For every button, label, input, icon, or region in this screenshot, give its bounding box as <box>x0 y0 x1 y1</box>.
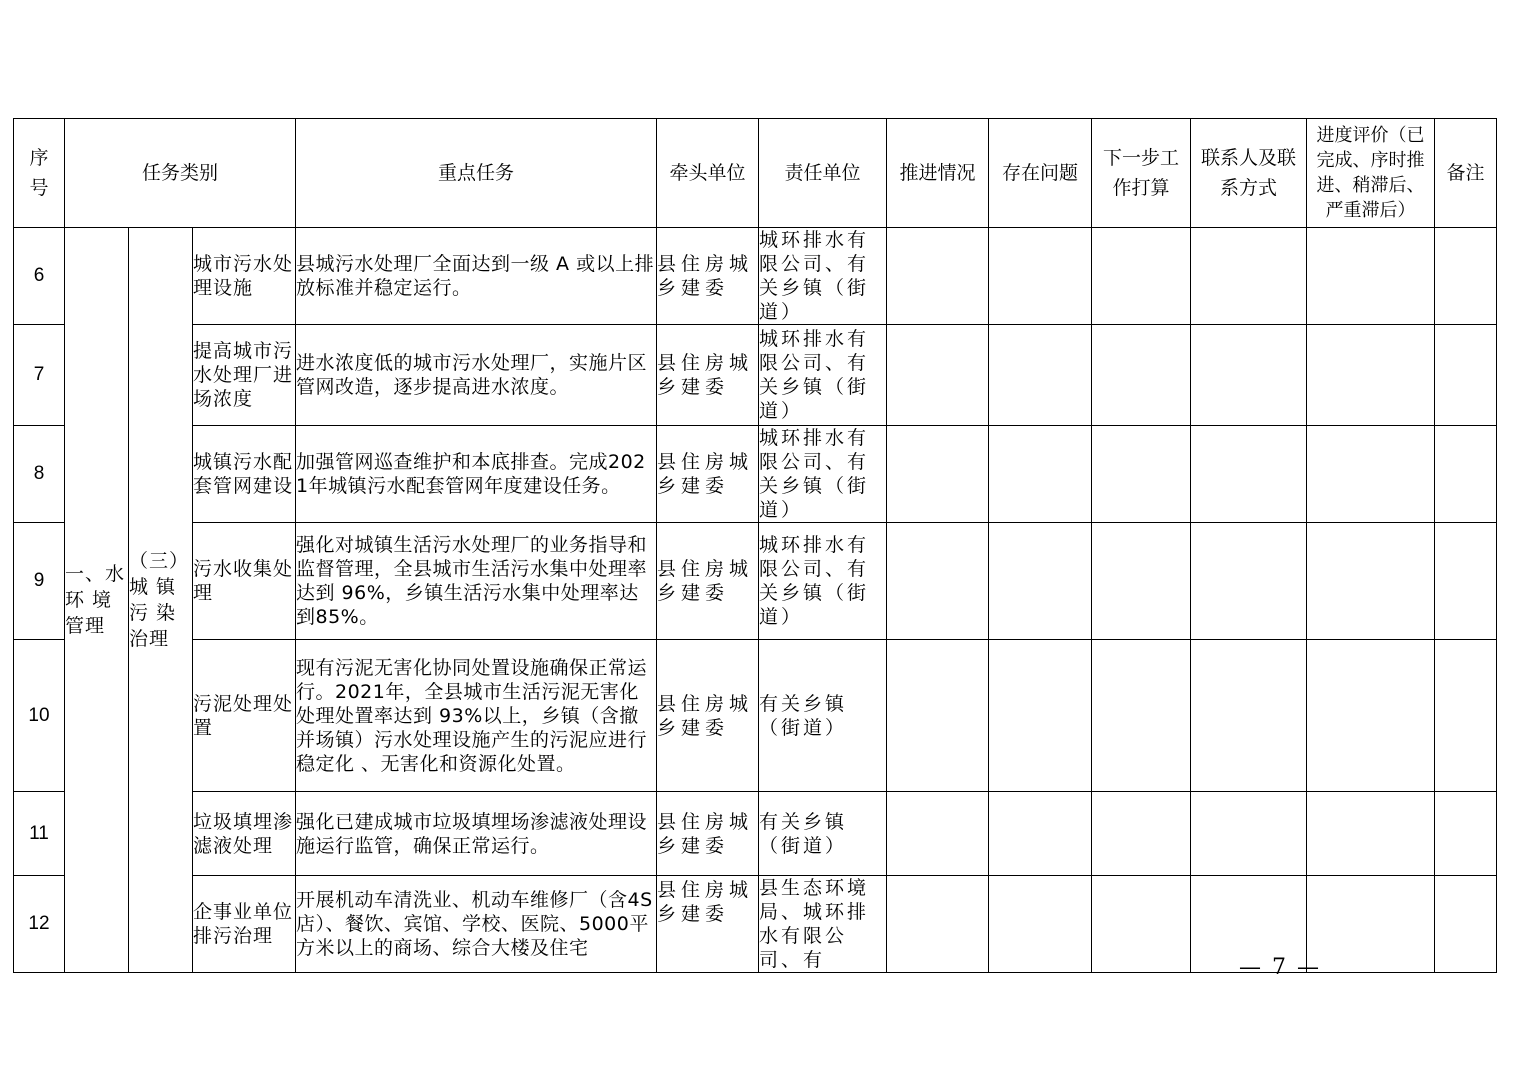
header-lead-unit: 牵头单位 <box>657 119 759 228</box>
row-evaluation <box>1307 876 1435 973</box>
row-subcategory: 垃圾填埋渗滤液处理 <box>193 792 296 876</box>
row-resp-unit: 有关乡镇（街道） <box>759 792 887 876</box>
row-seq: 8 <box>14 426 65 523</box>
row-subcategory: 污水收集处理 <box>193 523 296 640</box>
row-lead-unit: 县住房城乡建委 <box>657 792 759 876</box>
row-next-plan <box>1092 792 1191 876</box>
row-next-plan <box>1092 426 1191 523</box>
table-row <box>14 228 1497 325</box>
row-lead-unit: 县住房城乡建委 <box>657 325 759 426</box>
row-task: 加强管网巡查维护和本底排查。完成2021年城镇污水配套管网年度建设任务。 <box>296 426 657 523</box>
row-issues <box>989 228 1092 325</box>
header-seq: 序 号 <box>14 119 65 228</box>
row-issues <box>989 792 1092 876</box>
row-lead-unit: 县住房城乡建委 <box>657 876 759 973</box>
header-resp-unit: 责任单位 <box>759 119 887 228</box>
row-issues <box>989 640 1092 792</box>
row-progress <box>887 523 989 640</box>
row-contact <box>1191 426 1307 523</box>
row-contact <box>1191 228 1307 325</box>
row-progress <box>887 640 989 792</box>
row-evaluation <box>1307 325 1435 426</box>
header-contact: 联系人及联 系方式 <box>1191 119 1307 228</box>
row-progress <box>887 228 989 325</box>
row-evaluation <box>1307 640 1435 792</box>
row-seq: 7 <box>14 325 65 426</box>
row-task: 强化对城镇生活污水处理厂的业务指导和监督管理，全县城市生活污水集中处理率达到 96%，乡镇生活污水集中处理率达到85%。 <box>296 523 657 640</box>
row-evaluation <box>1307 792 1435 876</box>
row-contact <box>1191 640 1307 792</box>
row-remarks <box>1435 640 1497 792</box>
row-resp-unit: 城环排水有限公司、有关乡镇（街道） <box>759 325 887 426</box>
row-resp-unit: 城环排水有限公司、有关乡镇（街道） <box>759 426 887 523</box>
row-subcategory: 城市污水处理设施 <box>193 228 296 325</box>
row-progress <box>887 876 989 973</box>
row-task: 进水浓度低的城市污水处理厂，实施片区管网改造，逐步提高进水浓度。 <box>296 325 657 426</box>
row-remarks <box>1435 228 1497 325</box>
header-remarks: 备注 <box>1435 119 1497 228</box>
row-subcategory: 企事业单位排污治理 <box>193 876 296 973</box>
table-row <box>14 523 1497 640</box>
header-category: 任务类别 <box>65 119 296 228</box>
row-remarks <box>1435 523 1497 640</box>
header-next-plan: 下一步工 作打算 <box>1092 119 1191 228</box>
row-next-plan <box>1092 876 1191 973</box>
row-task: 现有污泥无害化协同处置设施确保正常运行。2021年，全县城市生活污泥无害化处理处置率达到 93%以上，乡镇（含撤并场镇）污水处理设施产生的污泥应进行稳定化 、无害化和资源化处置。 <box>296 640 657 792</box>
row-seq: 12 <box>14 876 65 973</box>
header-progress: 推进情况 <box>887 119 989 228</box>
row-subcategory: 城镇污水配套管网建设 <box>193 426 296 523</box>
table-row <box>14 792 1497 876</box>
header-row <box>14 119 1497 228</box>
row-task: 强化已建成城市垃圾填埋场渗滤液处理设施运行监管，确保正常运行。 <box>296 792 657 876</box>
category-level1: 一、水 环 境 管理 <box>65 228 129 973</box>
row-remarks <box>1435 426 1497 523</box>
row-contact <box>1191 792 1307 876</box>
row-lead-unit: 县住房城乡建委 <box>657 228 759 325</box>
row-next-plan <box>1092 325 1191 426</box>
row-issues <box>989 426 1092 523</box>
row-issues <box>989 325 1092 426</box>
row-progress <box>887 325 989 426</box>
row-seq: 11 <box>14 792 65 876</box>
header-evaluation: 进度评价（已 完成、序时推 进、稍滞后、 严重滞后） <box>1307 119 1435 228</box>
row-lead-unit: 县住房城乡建委 <box>657 640 759 792</box>
row-lead-unit: 县住房城乡建委 <box>657 426 759 523</box>
row-resp-unit: 有关乡镇（街道） <box>759 640 887 792</box>
row-remarks <box>1435 325 1497 426</box>
row-subcategory: 污泥处理处置 <box>193 640 296 792</box>
row-resp-unit: 县生态环境局、城环排水有限公司、有 <box>759 876 887 973</box>
row-subcategory: 提高城市污水处理厂进场浓度 <box>193 325 296 426</box>
row-seq: 6 <box>14 228 65 325</box>
task-table <box>13 118 1497 973</box>
row-contact <box>1191 325 1307 426</box>
table-row <box>14 325 1497 426</box>
row-task: 县城污水处理厂全面达到一级 A 或以上排放标准并稳定运行。 <box>296 228 657 325</box>
row-evaluation <box>1307 228 1435 325</box>
row-evaluation <box>1307 426 1435 523</box>
page-number: — 7 — <box>1239 955 1321 980</box>
header-key-task: 重点任务 <box>296 119 657 228</box>
row-lead-unit: 县住房城乡建委 <box>657 523 759 640</box>
row-evaluation <box>1307 523 1435 640</box>
row-next-plan <box>1092 523 1191 640</box>
row-progress <box>887 792 989 876</box>
row-next-plan <box>1092 228 1191 325</box>
row-progress <box>887 426 989 523</box>
row-next-plan <box>1092 640 1191 792</box>
row-remarks <box>1435 792 1497 876</box>
row-remarks <box>1435 876 1497 973</box>
row-resp-unit: 城环排水有限公司、有关乡镇（街道） <box>759 228 887 325</box>
table-row <box>14 640 1497 792</box>
row-task: 开展机动车清洗业、机动车维修厂（含4S店）、餐饮、宾馆、学校、医院、5000平方米以上的商场、综合大楼及住宅 <box>296 876 657 973</box>
row-seq: 9 <box>14 523 65 640</box>
row-issues <box>989 523 1092 640</box>
header-issues: 存在问题 <box>989 119 1092 228</box>
category-level2: （三） 城 镇 污 染 治理 <box>129 228 193 973</box>
row-seq: 10 <box>14 640 65 792</box>
table-row <box>14 426 1497 523</box>
row-resp-unit: 城环排水有限公司、有关乡镇（街道） <box>759 523 887 640</box>
row-contact <box>1191 523 1307 640</box>
row-issues <box>989 876 1092 973</box>
